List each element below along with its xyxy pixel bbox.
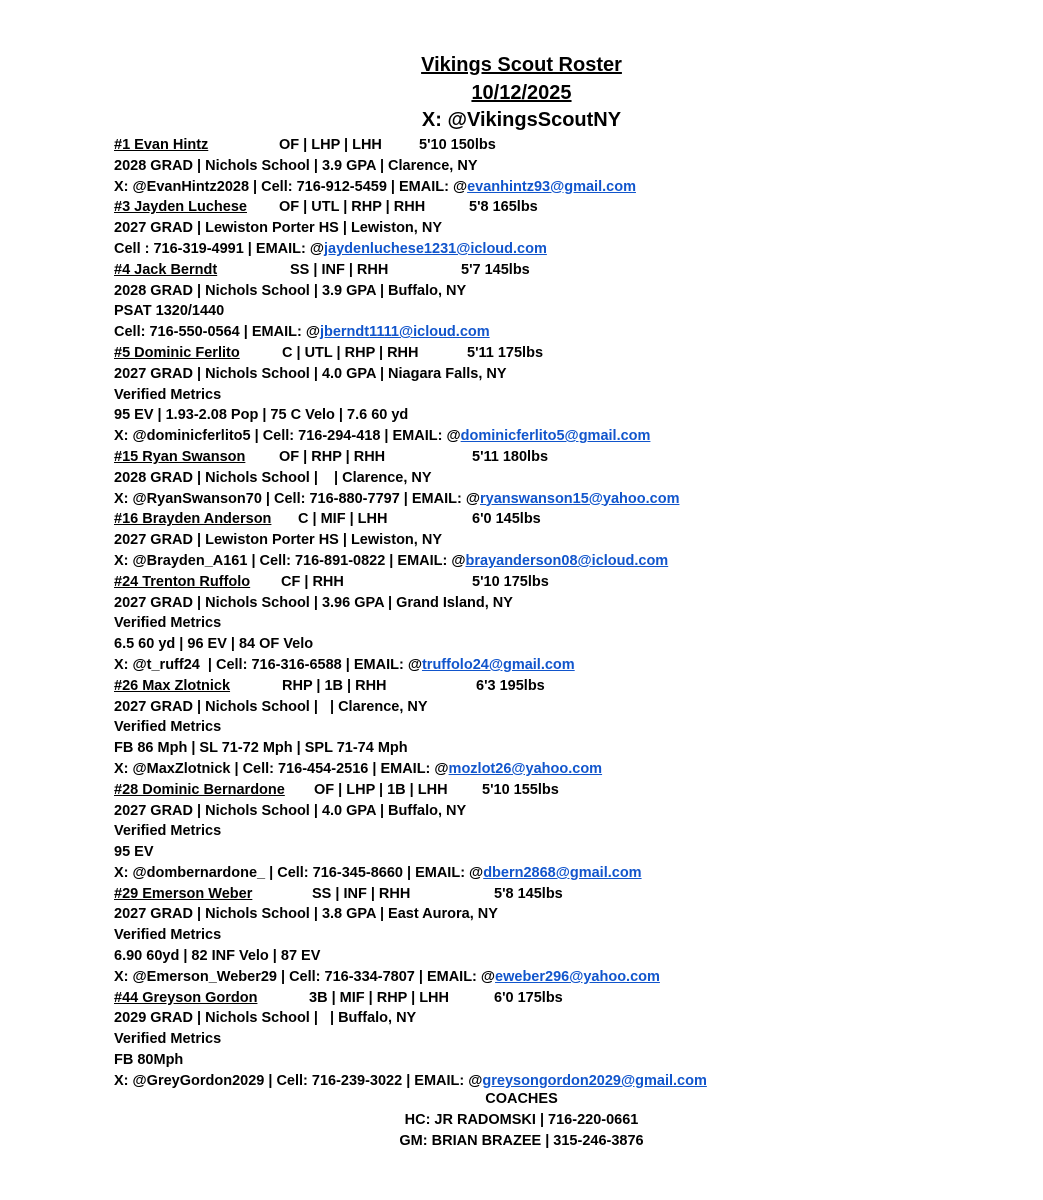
- player-detail-line: 2027 GRAD | Lewiston Porter HS | Lewiston, NY: [114, 532, 442, 549]
- email-link[interactable]: evanhintz93@gmail.com: [467, 178, 636, 195]
- player-entry: [114, 676, 707, 780]
- player-contact-line: [114, 759, 707, 780]
- player-header-line: [114, 135, 707, 156]
- player-size: 5'11 180lbs: [472, 448, 549, 465]
- contact-text: X: @Emerson_Weber29 | Cell: 716-334-7807 | EMAIL: @: [114, 968, 496, 985]
- player-name: #28 Dominic Bernardone: [114, 781, 285, 798]
- player-contact-line: [114, 489, 707, 510]
- player-header-line: [114, 197, 707, 218]
- player-name: #4 Jack Berndt: [114, 261, 218, 278]
- player-size: 5'11 175lbs: [467, 344, 544, 361]
- player-detail-line: Verified Metrics: [114, 927, 222, 944]
- player-entry: [114, 509, 707, 571]
- player-contact-line: [114, 426, 707, 447]
- player-size: 6'3 195lbs: [476, 677, 545, 694]
- coaches-heading: COACHES: [485, 1091, 558, 1107]
- player-detail-line: 2029 GRAD | Nichols School | | Buffalo, NY: [114, 1010, 417, 1027]
- contact-text: Cell: 716-550-0564 | EMAIL: @: [114, 324, 320, 341]
- player-detail-line: 2027 GRAD | Nichols School | 3.8 GPA | East Aurora, NY: [114, 906, 498, 923]
- player-detail-line: 2028 GRAD | Nichols School | 3.9 GPA | Buffalo, NY: [114, 282, 467, 299]
- player-size: 6'0 175lbs: [494, 989, 563, 1006]
- contact-text: X: @EvanHintz2028 | Cell: 716-912-5459 | EMAIL: @: [114, 178, 468, 195]
- player-entry: [114, 343, 707, 447]
- player-name: #29 Emerson Weber: [114, 885, 253, 902]
- player-positions: SS | INF | RHH: [312, 885, 411, 902]
- player-detail-line: 95 EV: [114, 844, 154, 861]
- player-size: 5'10 150lbs: [419, 137, 496, 153]
- player-header-line: [114, 343, 707, 364]
- player-positions: OF | UTL | RHP | RHH: [279, 199, 426, 216]
- player-header-line: [114, 509, 707, 530]
- player-entry: [114, 447, 707, 509]
- player-detail-line: Verified Metrics: [114, 615, 222, 632]
- player-name: #26 Max Zlotnick: [114, 677, 231, 694]
- player-positions: C | MIF | LHH: [298, 511, 388, 528]
- player-size: 5'8 165lbs: [469, 199, 538, 216]
- email-link[interactable]: dominicferlito5@gmail.com: [460, 428, 651, 445]
- player-positions: 3B | MIF | RHP | LHH: [309, 989, 449, 1006]
- player-positions: OF | LHP | 1B | LHH: [314, 781, 448, 798]
- player-contact-line: [114, 967, 707, 988]
- player-detail-line: 2027 GRAD | Nichols School | | Clarence, NY: [114, 698, 428, 715]
- player-detail-line: 2027 GRAD | Lewiston Porter HS | Lewiston, NY: [114, 220, 442, 237]
- contact-text: X: @dombernardone_ | Cell: 716-345-8660 | EMAIL: @: [114, 864, 484, 881]
- email-link[interactable]: ryanswanson15@yahoo.com: [479, 490, 680, 507]
- email-link[interactable]: eweber296@yahoo.com: [495, 968, 660, 985]
- player-name: #16 Brayden Anderson: [114, 511, 272, 528]
- player-detail-line: FB 86 Mph | SL 71-72 Mph | SPL 71-74 Mph: [114, 740, 408, 757]
- player-detail-line: Verified Metrics: [114, 823, 222, 840]
- email-link[interactable]: jaydenluchese1231@icloud.com: [324, 240, 547, 257]
- contact-text: X: @GreyGordon2029 | Cell: 716-239-3022 | EMAIL: @: [114, 1072, 483, 1089]
- player-detail-line: FB 80Mph: [114, 1052, 184, 1069]
- player-name: #44 Greyson Gordon: [114, 989, 258, 1006]
- player-entry: [114, 988, 707, 1092]
- player-entry: [114, 572, 707, 676]
- player-name: #5 Dominic Ferlito: [114, 344, 240, 361]
- player-entry: [114, 780, 707, 884]
- contact-text: X: @dominicferlito5 | Cell: 716-294-418 | EMAIL: @: [114, 428, 461, 445]
- roster-date: 10/12/2025: [471, 82, 572, 104]
- player-size: 5'10 155lbs: [482, 781, 559, 798]
- player-contact-line: [114, 863, 707, 884]
- player-contact-line: [114, 177, 707, 198]
- player-size: 5'7 145lbs: [461, 261, 530, 278]
- email-link[interactable]: dbern2868@gmail.com: [483, 864, 642, 881]
- player-header-line: [114, 884, 707, 905]
- player-positions: CF | RHH: [281, 573, 344, 590]
- player-header-line: [114, 988, 707, 1009]
- player-name: #24 Trenton Ruffolo: [114, 573, 251, 590]
- player-header-line: [114, 676, 707, 697]
- player-header-line: [114, 572, 707, 593]
- player-contact-line: [114, 551, 707, 572]
- player-detail-line: 6.5 60 yd | 96 EV | 84 OF Velo: [114, 636, 314, 653]
- general-manager-line: GM: BRIAN BRAZEE | 315-246-3876: [399, 1132, 644, 1149]
- player-detail-line: 2028 GRAD | Nichols School | 3.9 GPA | Clarence, NY: [114, 157, 478, 174]
- player-detail-line: 2027 GRAD | Nichols School | 4.0 GPA | Buffalo, NY: [114, 802, 467, 819]
- roster-title: Vikings Scout Roster: [421, 54, 622, 76]
- player-contact-line: [114, 655, 707, 676]
- player-positions: OF | LHP | LHH: [279, 137, 382, 153]
- contact-text: X: @t_ruff24 | Cell: 716-316-6588 | EMAIL: @: [114, 656, 422, 673]
- player-detail-line: 95 EV | 1.93-2.08 Pop | 75 C Velo | 7.6 60 yd: [114, 407, 409, 424]
- player-positions: SS | INF | RHH: [290, 261, 389, 278]
- player-name: #15 Ryan Swanson: [114, 448, 246, 465]
- player-size: 5'10 175lbs: [472, 573, 549, 590]
- player-entry: [114, 884, 707, 988]
- email-link[interactable]: mozlot26@yahoo.com: [448, 760, 603, 777]
- head-coach-line: HC: JR RADOMSKI | 716-220-0661: [404, 1111, 639, 1128]
- player-detail-line: PSAT 1320/1440: [114, 303, 225, 320]
- player-list: [114, 135, 707, 1092]
- contact-text: X: @Brayden_A161 | Cell: 716-891-0822 | EMAIL: @: [114, 552, 466, 569]
- roster-x-handle: X: @VikingsScoutNY: [421, 109, 622, 131]
- contact-text: X: @RyanSwanson70 | Cell: 716-880-7797 | EMAIL: @: [114, 490, 480, 507]
- player-detail-line: Verified Metrics: [114, 1031, 222, 1048]
- player-size: 6'0 145lbs: [472, 511, 541, 528]
- player-positions: RHP | 1B | RHH: [282, 677, 387, 694]
- player-header-line: [114, 780, 707, 801]
- player-name: #3 Jayden Luchese: [114, 199, 247, 216]
- player-positions: OF | RHP | RHH: [279, 448, 386, 465]
- email-link[interactable]: greysongordon2029@gmail.com: [482, 1072, 707, 1089]
- player-detail-line: 2027 GRAD | Nichols School | 3.96 GPA | Grand Island, NY: [114, 594, 513, 611]
- player-detail-line: 6.90 60yd | 82 INF Velo | 87 EV: [114, 948, 321, 965]
- player-contact-line: [114, 322, 707, 343]
- player-header-line: [114, 447, 707, 468]
- player-entry: [114, 197, 707, 259]
- contact-text: X: @MaxZlotnick | Cell: 716-454-2516 | EMAIL: @: [114, 760, 449, 777]
- email-link[interactable]: jberndt1111@icloud.com: [319, 324, 490, 341]
- player-detail-line: Verified Metrics: [114, 719, 222, 736]
- player-positions: C | UTL | RHP | RHH: [282, 344, 419, 361]
- player-size: 5'8 145lbs: [494, 885, 563, 902]
- player-entry: [114, 135, 707, 197]
- player-contact-line: [114, 239, 707, 260]
- player-detail-line: 2027 GRAD | Nichols School | 4.0 GPA | Niagara Falls, NY: [114, 365, 507, 382]
- player-detail-line: 2028 GRAD | Nichols School | | Clarence, NY: [114, 469, 432, 486]
- player-name: #1 Evan Hintz: [114, 137, 209, 153]
- player-detail-line: Verified Metrics: [114, 386, 222, 403]
- contact-text: Cell : 716-319-4991 | EMAIL: @: [114, 240, 324, 257]
- coaches-section: [0, 1089, 1043, 1151]
- player-entry: [114, 260, 707, 343]
- email-link[interactable]: brayanderson08@icloud.com: [465, 552, 669, 569]
- player-header-line: [114, 260, 707, 281]
- email-link[interactable]: truffolo24@gmail.com: [421, 656, 575, 673]
